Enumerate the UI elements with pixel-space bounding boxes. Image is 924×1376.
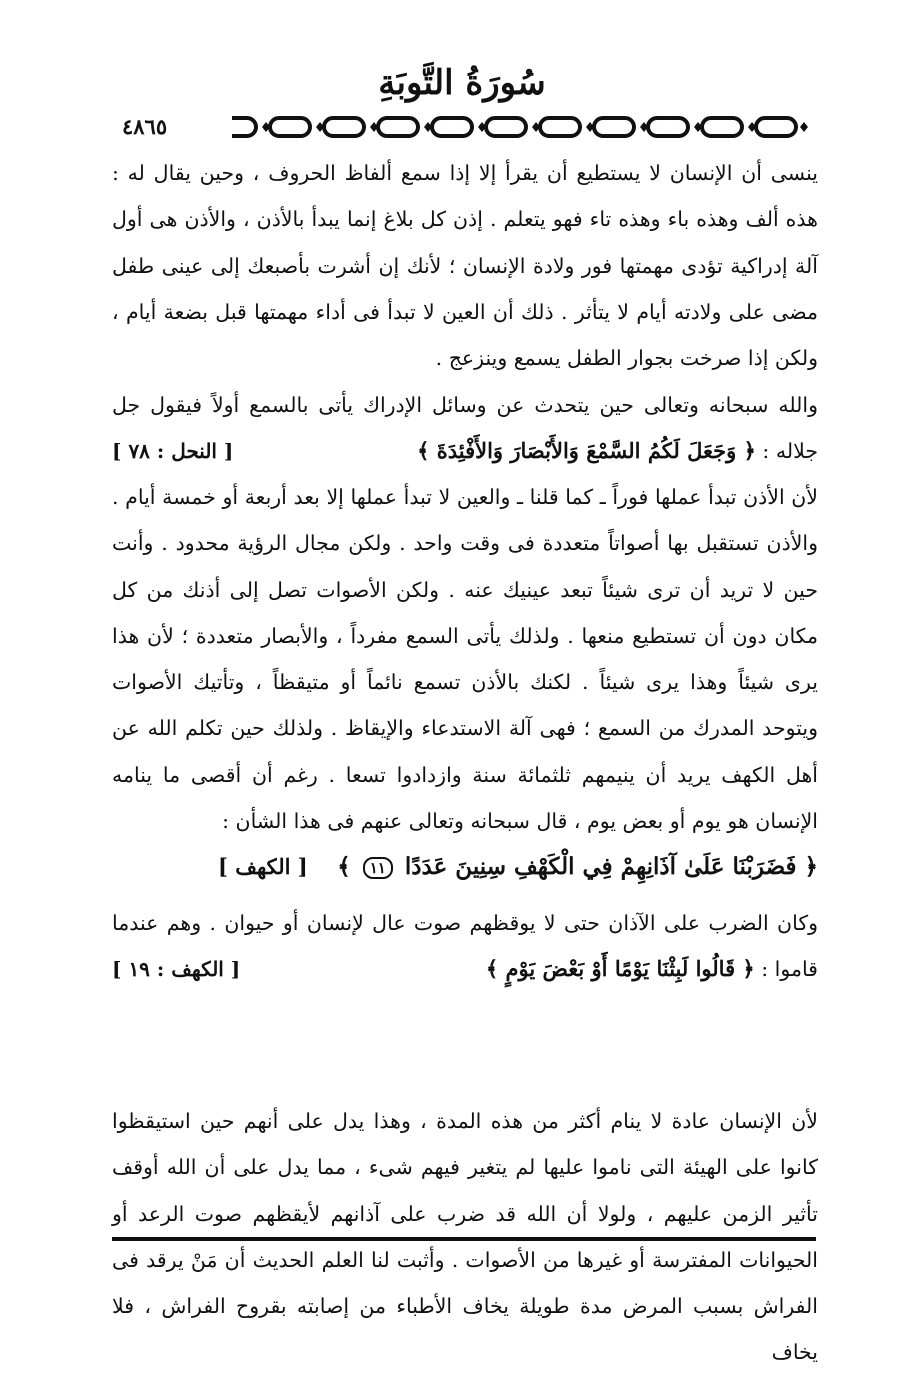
- page-number: ٤٨٦٥: [112, 110, 232, 144]
- ayah-reference: [ الكهف : ١٩ ]: [112, 957, 241, 982]
- page-header-ornament: [112, 110, 812, 144]
- paragraph-4: [112, 900, 818, 993]
- ayah-reference: [ النحل : ٧٨ ]: [112, 439, 234, 464]
- paragraph-5-text: لأن الإنسان عادة لا ينام أكثر من هذه المدة ، وهذا يدل على أنهم حين استيقظوا كانوا على الهيئة التى ناموا عليها لم يتغير فيهم شىء ، مما يدل على أن الله أوقف تأثير الزمن عليهم ، ولولا أن الله قد ضرب على آذانهم لأيقظهم صوت الرعد أو الحيوانات المفترسة أو غيرها من الأصوات . وأثبت لنا العلم الحديث أن مَنْ يرقد فى الفراش بسبب المرض مدة طويلة يخاف الأطباء من إصابته بقروح الفراش ، فلا يخاف: [112, 1109, 818, 1365]
- paragraph-3-text: لأن الأذن تبدأ عملها فوراً ـ كما قلنا ـ والعين لا تبدأ عملها إلا بعد أربعة أو خمسة أيام . والأذن تستقبل بها أصواتاً متعددة فى وقت واحد . ولكن مجال الرؤية محدود . وأنت حين لا تريد أن ترى شيئاً تبعد عينيك عنه . ولكن الأصوات تصل إلى أذنك من كل مكان دون أن تستطيع منعها . ولذلك يأتى السمع مفرداً ، والأبصار متعددة ؛ لأن هذا يرى شيئاً وهذا يرى شيئاً . لكنك بالأذن تسمع نائماً أو متيقظاً ، وتأتيك الأصوات ويتوحد المدرك من السمع ؛ فهى آلة الاستدعاء والإيقاظ . ولذلك حين تكلم الله عن أهل الكهف يريد أن ينيمهم ثلثمائة سنة وازدادوا تسعا . رغم أن أقصى ما ينامه الإنسان هو يوم أو بعض يوم ، قال سبحانه وتعالى عنهم فى هذا الشأن :: [112, 485, 818, 834]
- ayah-kahf-11-text: ﴿ فَضَرَبْنَا عَلَىٰ آذَانِهِمْ فِي الْكَهْفِ سِنِينَ عَدَدًا: [404, 853, 818, 880]
- paragraph-3: [112, 474, 818, 844]
- ayah-reference: [ الكهف ]: [218, 854, 308, 879]
- verse-number-badge: ١١: [363, 857, 393, 879]
- footer-divider: [112, 1237, 816, 1241]
- paragraph-2-text: والله سبحانه وتعالى حين يتحدث عن وسائل الإدراك يأتى بالسمع أولاً فيقول جل جلاله :: [112, 393, 818, 464]
- paragraph-2: [112, 382, 818, 475]
- paragraph-4-body: [112, 900, 818, 993]
- paragraph-2-body: [112, 382, 818, 475]
- paragraph-4-text: وكان الضرب على الآذان حتى لا يوقظهم صوت عال لإنسان أو حيوان . وهم عندما قاموا :: [112, 911, 818, 982]
- paragraph-1-text: ينسى أن الإنسان لا يستطيع أن يقرأ إلا إذا سمع ألفاظ الحروف ، وحين يقال له : هذه ألف وهذه باء وهذه تاء فهو يتعلم . إذن كل بلاغ إنما يبدأ بالأذن ، والأذن هى أول آلة إدراكية تؤدى مهمتها فور ولادة الإنسان ؛ لأنك إن أشرت بأصبعك إلى عينى طفل مضى على ولادته أيام لا يتأثر . ذلك أن العين لا تبدأ فى أداء مهمتها قبل بضعة أيام ، ولكن إذا صرخت بجوار الطفل يسمع وينزعج .: [112, 161, 818, 371]
- paragraph-1: [112, 150, 818, 381]
- ayah-kahf-19: ﴿ قَالُوا لَبِثْنَا يَوْمًا أَوْ بَعْضَ يَوْمٍ ﴾: [485, 956, 755, 982]
- ayah-kahf-11-body: [337, 844, 818, 890]
- ayah-close-bracket: ﴾: [337, 853, 351, 880]
- ayah-nahl-78: ﴿ وَجَعَلَ لَكُمُ السَّمْعَ وَالأَبْصَارَ وَالأَفْئِدَةَ ﴾: [417, 438, 756, 464]
- surah-title: سُورَةُ التَّوبَةِ: [378, 63, 546, 103]
- ayah-kahf-11: [112, 844, 818, 890]
